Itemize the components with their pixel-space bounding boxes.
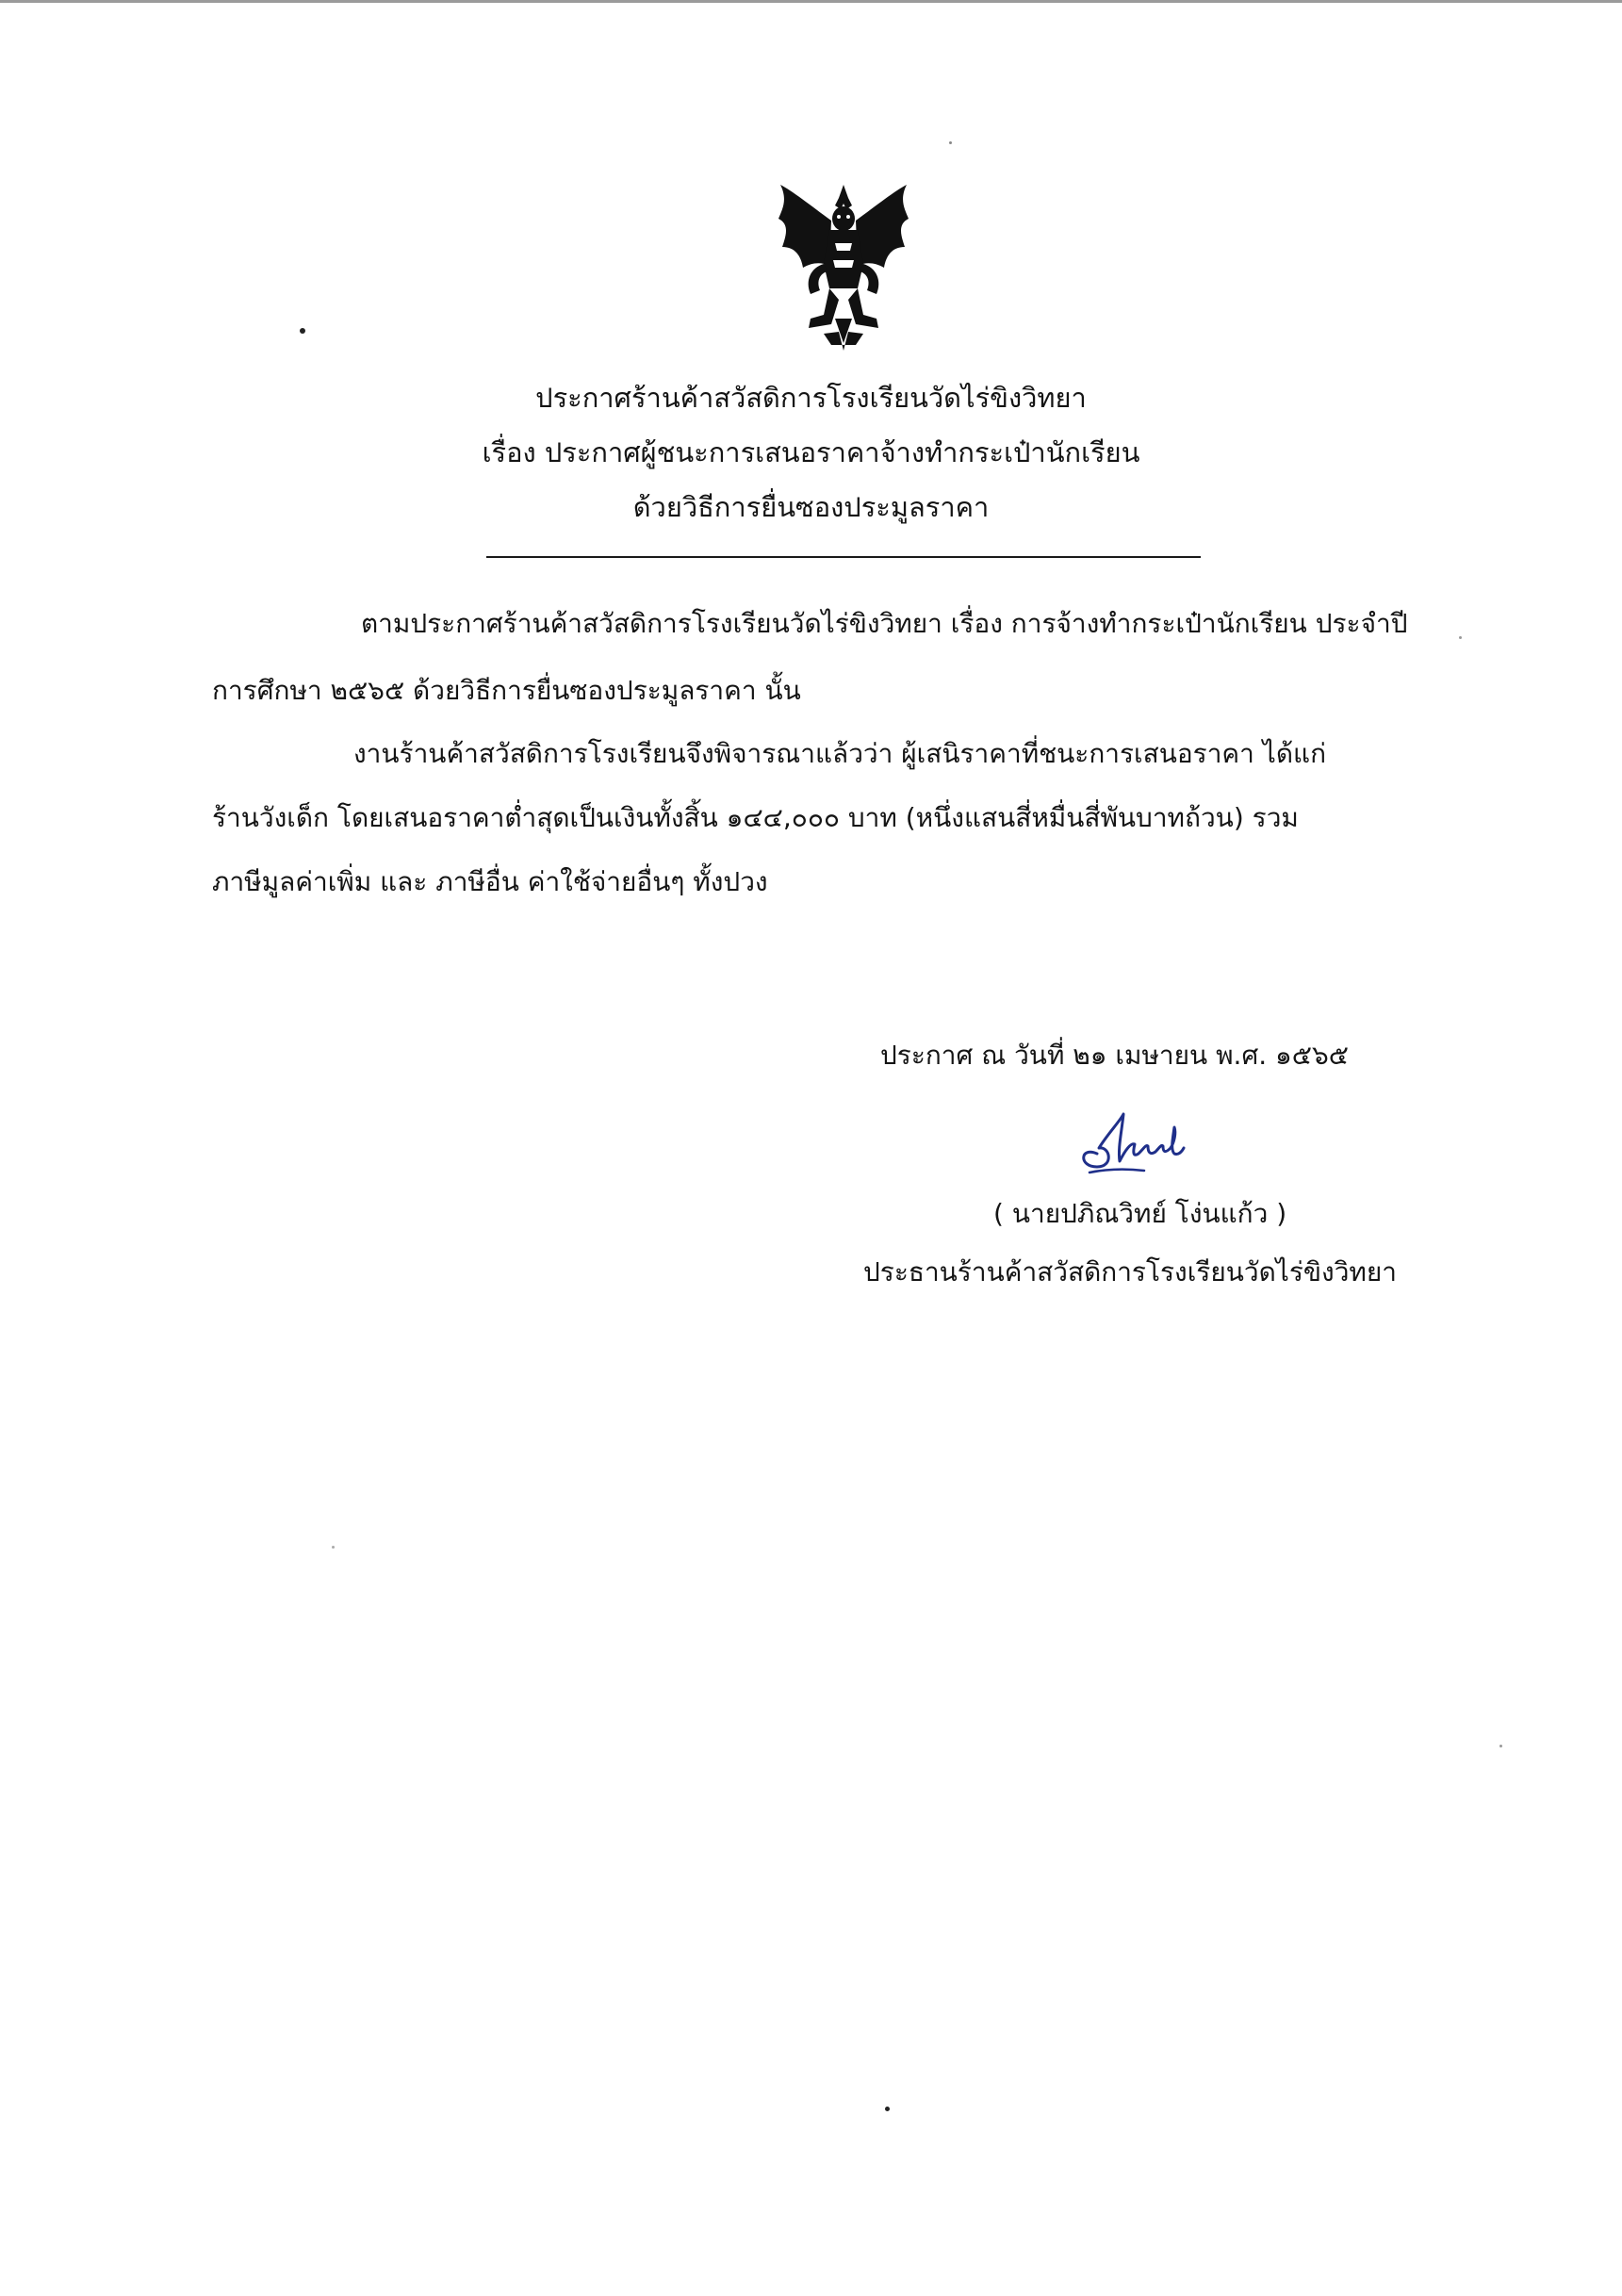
scan-speck: [1499, 1745, 1502, 1747]
handwritten-signature: [1071, 1099, 1212, 1184]
body-paragraph-2-line-3: ภาษีมูลค่าเพิ่ม และ ภาษีอื่น ค่าใช้จ่ายอื่นๆ ทั้งปวง: [212, 866, 768, 897]
signatory-position: ประธานร้านค้าสวัสดิการโรงเรียนวัดไร่ขิงวิทยา: [863, 1256, 1398, 1287]
scan-speck: [949, 141, 952, 144]
announcement-date: ประกาศ ณ วันที่ ๒๑ เมษายน พ.ศ. ๑๕๖๕: [880, 1040, 1349, 1071]
body-paragraph-1-line-2: การศึกษา ๒๕๖๕ ด้วยวิธีการยื่นซองประมูลราคา นั้น: [212, 675, 801, 706]
announcement-method: ด้วยวิธีการยื่นซองประมูลราคา: [632, 491, 990, 523]
header-divider: [486, 556, 1201, 558]
scan-speck: [885, 2107, 890, 2111]
garuda-emblem-icon: [773, 177, 914, 356]
body-paragraph-2-line-2: ร้านวังเด็ก โดยเสนอราคาต่ำสุดเป็นเงินทั้งสิ้น ๑๔๔,๐๐๐ บาท (หนึ่งแสนสี่หมื่นสี่พันบาทถ้วน) รวม: [212, 802, 1299, 833]
announcement-subject: เรื่อง ประกาศผู้ชนะการเสนอราคาจ้างทำกระเป๋านักเรียน: [482, 436, 1140, 468]
scan-speck: [332, 1546, 335, 1549]
scan-top-edge: [0, 0, 1622, 3]
body-paragraph-2-line-1: งานร้านค้าสวัสดิการโรงเรียนจึงพิจารณาแล้วว่า ผู้เสนิราคาที่ชนะการเสนอราคา ได้แก่: [353, 738, 1327, 769]
scan-speck: [1459, 636, 1462, 639]
scan-speck: [300, 328, 305, 334]
signatory-name: ( นายปภิณวิทย์ โง่นแก้ว ): [993, 1198, 1287, 1229]
announcement-title: ประกาศร้านค้าสวัสดิการโรงเรียนวัดไร่ขิงวิทยา: [535, 382, 1087, 414]
body-paragraph-1-line-1: ตามประกาศร้านค้าสวัสดิการโรงเรียนวัดไร่ขิงวิทยา เรื่อง การจ้างทำกระเป๋านักเรียน ประจำปี: [361, 608, 1408, 639]
